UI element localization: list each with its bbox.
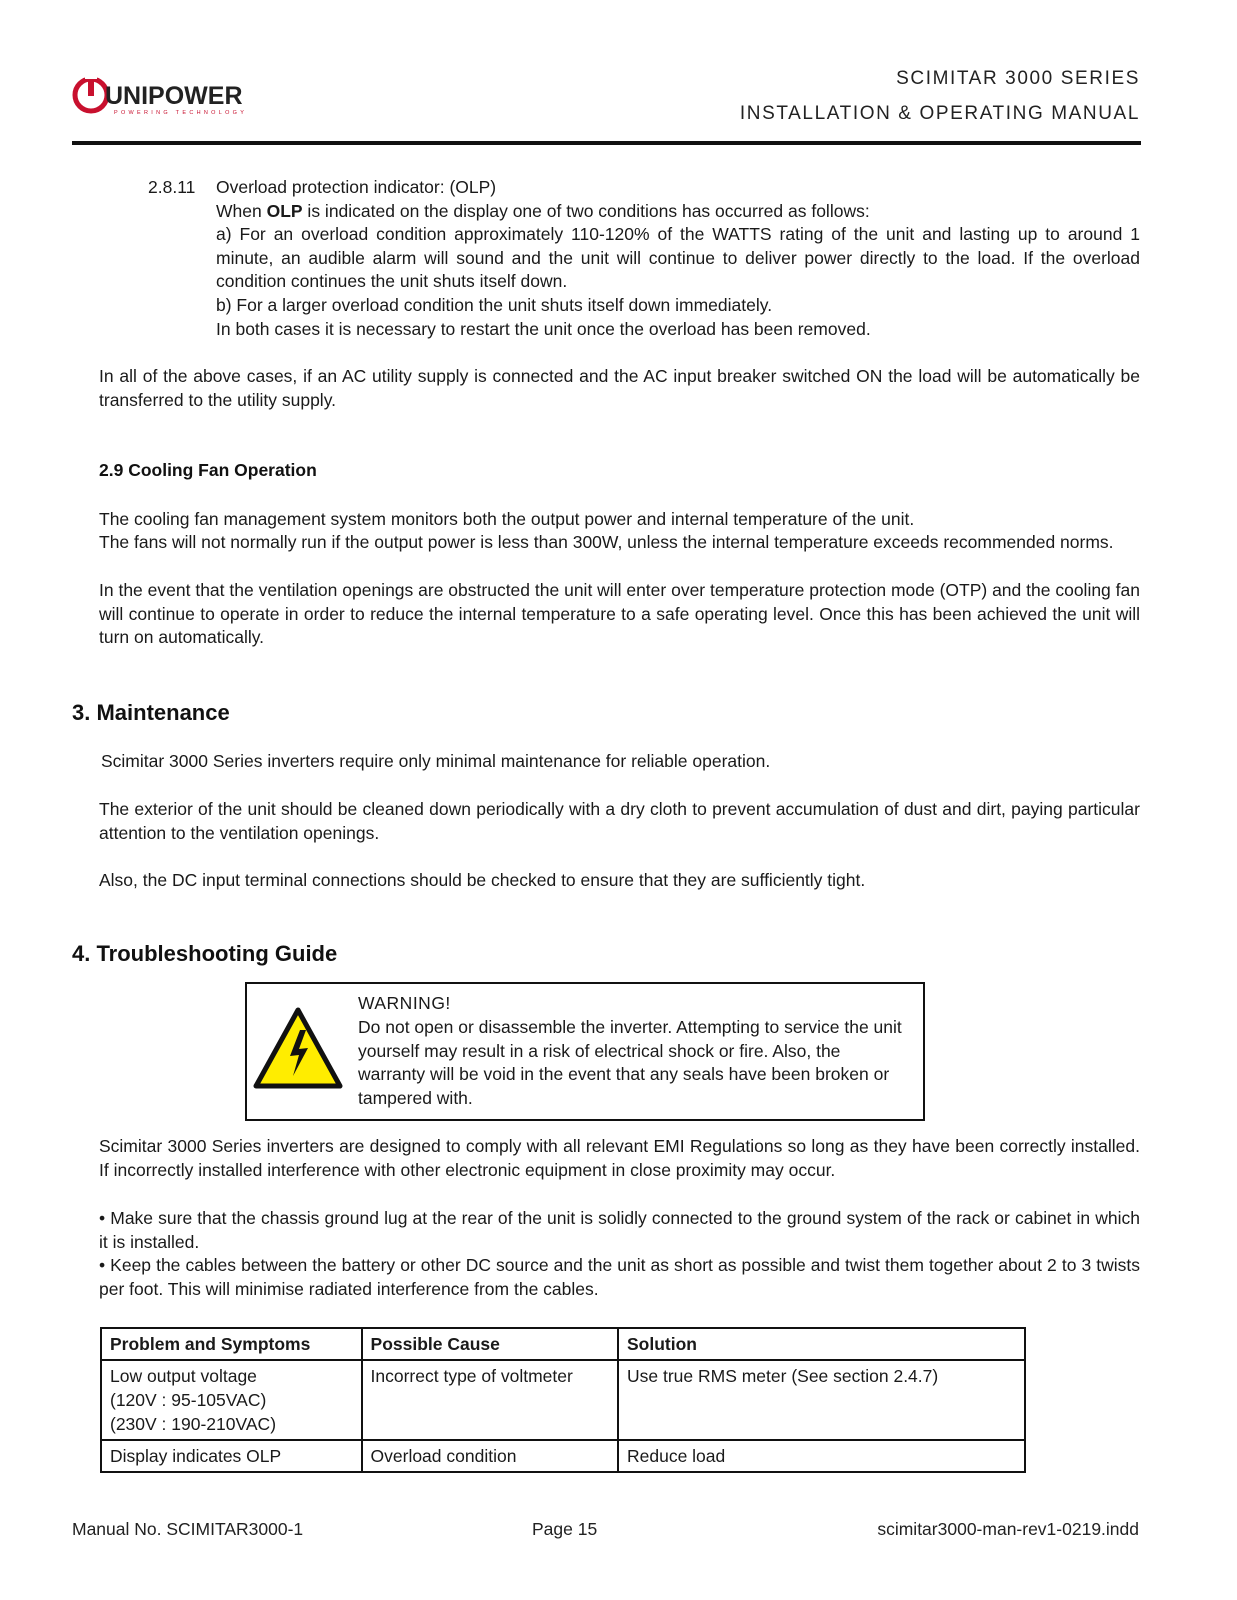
section-4-bullet1: • Make sure that the chassis ground lug at the rear of the unit is solidly connected to the ground system of the rack or cabinet in which it is installed. bbox=[99, 1208, 1140, 1252]
table-cell-solution: Use true RMS meter (See section 2.4.7) bbox=[618, 1360, 1025, 1440]
table-header-solution: Solution bbox=[618, 1328, 1025, 1360]
section-2811-title: Overload protection indicator: (OLP) bbox=[216, 177, 497, 197]
table-header-problem: Problem and Symptoms bbox=[101, 1328, 362, 1360]
footer-manual-number: Manual No. SCIMITAR3000-1 bbox=[72, 1519, 304, 1539]
unipower-logo-mark bbox=[72, 74, 272, 116]
section-3-title: 3. Maintenance bbox=[72, 700, 230, 725]
troubleshooting-table bbox=[100, 1327, 1026, 1473]
table-cell-cause: Overload condition bbox=[362, 1440, 618, 1472]
header-rule bbox=[72, 141, 1141, 145]
table-cell-problem: Low output voltage (120V : 95-105VAC) (230V : 190-210VAC) bbox=[101, 1360, 362, 1440]
section-29-p3: In the event that the ventilation openings are obstructed the unit will enter over temperature protection mode (OTP) and the cooling fan will continue to operate in order to reduce the internal temperature to a safe operating level. Once this has been achieved the unit will turn on automatically. bbox=[99, 580, 1140, 648]
header-series: SCIMITAR 3000 SERIES bbox=[896, 68, 1140, 89]
table-row bbox=[101, 1360, 1025, 1440]
section-2811-a: a) For an overload condition approximately 110-120% of the WATTS rating of the unit and lasting up to around 1 minute, an audible alarm will sound and the unit will continue to deliver power directly to the load. If the overload condition continues the unit shuts itself down. bbox=[216, 224, 1140, 292]
unipower-logo bbox=[72, 74, 272, 116]
warning-box bbox=[245, 982, 925, 1121]
section-29-p2: The fans will not normally run if the output power is less than 300W, unless the internal temperature exceeds recommended norms. bbox=[99, 532, 1114, 552]
footer-page-number: Page 15 bbox=[532, 1519, 598, 1539]
brand-tagline: POWERING TECHNOLOGY bbox=[114, 110, 248, 116]
header-manual: INSTALLATION & OPERATING MANUAL bbox=[739, 103, 1140, 124]
table-header-row bbox=[101, 1328, 1025, 1360]
section-29-p1: The cooling fan management system monitors both the output power and internal temperature of the unit. bbox=[99, 509, 915, 529]
section-2811-c: In both cases it is necessary to restart the unit once the overload has been removed. bbox=[216, 319, 871, 339]
section-29-title: 2.9 Cooling Fan Operation bbox=[99, 460, 317, 480]
section-3-p1: Scimitar 3000 Series inverters require only minimal maintenance for reliable operation. bbox=[101, 751, 771, 771]
table-cell-problem: Display indicates OLP bbox=[101, 1440, 362, 1472]
section-4-bullet2: • Keep the cables between the battery or other DC source and the unit as short as possible and twist them together about 2 to 3 twists per foot. This will minimise radiated interference from the cables. bbox=[99, 1255, 1140, 1299]
section-3-p3: Also, the DC input terminal connections should be checked to ensure that they are sufficiently tight. bbox=[99, 870, 866, 890]
footer-filename: scimitar3000-man-rev1-0219.indd bbox=[877, 1519, 1139, 1539]
section-2811-b: b) For a larger overload condition the unit shuts itself down immediately. bbox=[216, 295, 773, 315]
table-header-cause: Possible Cause bbox=[362, 1328, 618, 1360]
table-cell-cause: Incorrect type of voltmeter bbox=[362, 1360, 618, 1440]
warning-title: WARNING! bbox=[358, 993, 451, 1013]
brand-name: UNIPOWER bbox=[105, 82, 243, 110]
table-row bbox=[101, 1440, 1025, 1472]
section-4-p1: Scimitar 3000 Series inverters are designed to comply with all relevant EMI Regulations so long as they have been correctly installed. If incorrectly installed interference with other electronic equipment in close proximity may occur. bbox=[99, 1136, 1140, 1180]
section-3-p2: The exterior of the unit should be cleaned down periodically with a dry cloth to prevent accumulation of dust and dirt, paying particular attention to the ventilation openings. bbox=[99, 799, 1140, 843]
table-cell-solution: Reduce load bbox=[618, 1440, 1025, 1472]
section-2811-intro: When OLP is indicated on the display one of two conditions has occurred as follows: bbox=[216, 201, 870, 221]
section-4-title: 4. Troubleshooting Guide bbox=[72, 941, 338, 966]
olp-term: OLP bbox=[266, 201, 303, 221]
warning-text: Do not open or disassemble the inverter. Attempting to service the unit yourself may result in a risk of electrical shock or fire. Also, the warranty will be void in the event that any seals have been broken or tampered with. bbox=[358, 1017, 902, 1109]
high-voltage-warning-icon bbox=[252, 1006, 344, 1090]
section-2811-number: 2.8.11 bbox=[148, 177, 196, 197]
para-above-cases: In all of the above cases, if an AC utility supply is connected and the AC input breaker switched ON the load will be automatically be transferred to the utility supply. bbox=[99, 366, 1140, 410]
